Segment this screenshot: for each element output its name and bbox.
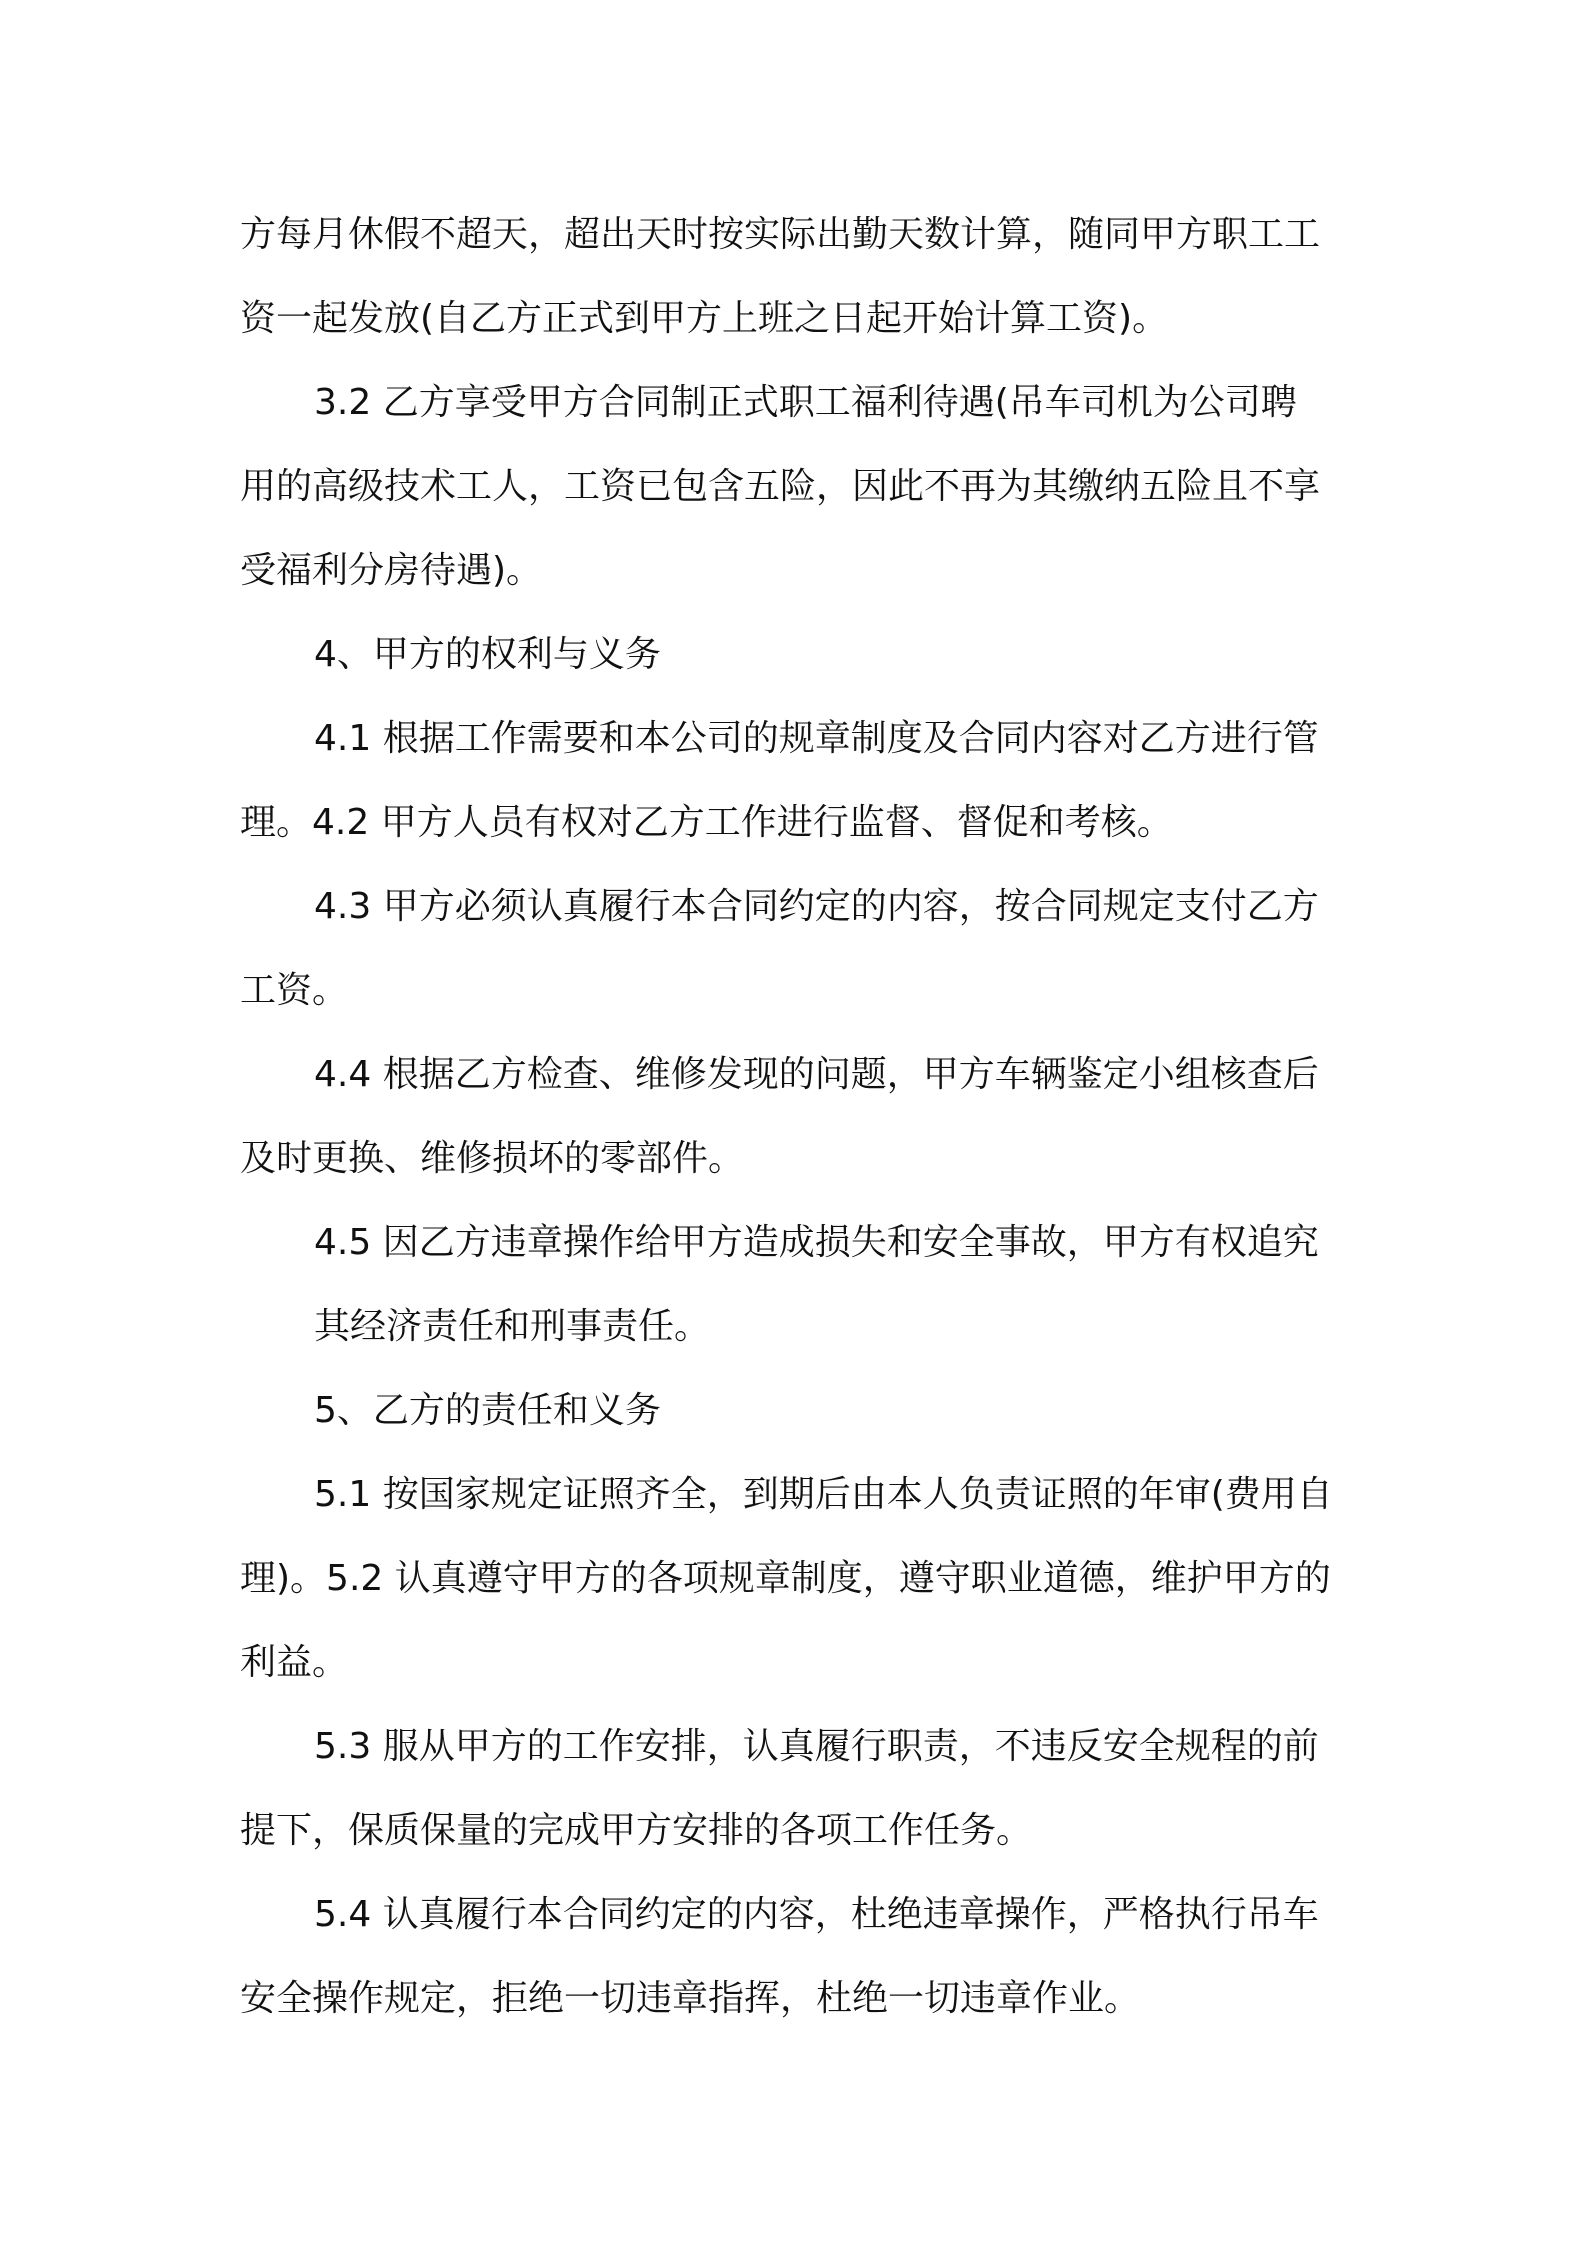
- text-line: 安全操作规定，拒绝一切违章指挥，杜绝一切违章作业。: [240, 1978, 1141, 2019]
- text-line: 工资。: [240, 970, 349, 1011]
- text-line: 5、乙方的责任和义务: [314, 1390, 661, 1431]
- document-body: [240, 193, 1350, 2041]
- text-line: 4.5 因乙方违章操作给甲方造成损失和安全事故，甲方有权追究: [314, 1222, 1319, 1263]
- text-line: 5.3 服从甲方的工作安排，认真履行职责，不违反安全规程的前: [314, 1726, 1319, 1767]
- text-line: 4.3 甲方必须认真履行本合同约定的内容，按合同规定支付乙方: [314, 886, 1319, 927]
- text-line: 提下，保质保量的完成甲方安排的各项工作任务。: [240, 1810, 1033, 1851]
- text-line: 其经济责任和刑事责任。: [314, 1306, 711, 1347]
- text-line: 4.4 根据乙方检查、维修发现的问题，甲方车辆鉴定小组核查后: [314, 1054, 1319, 1095]
- text-line: 4、甲方的权利与义务: [314, 634, 661, 675]
- text-line: 资一起发放(自乙方正式到甲方上班之日起开始计算工资)。: [240, 298, 1169, 339]
- text-line: 受福利分房待遇)。: [240, 550, 543, 591]
- text-line: 及时更换、维修损坏的零部件。: [240, 1138, 745, 1179]
- text-line: 5.1 按国家规定证照齐全，到期后由本人负责证照的年审(费用自: [314, 1474, 1333, 1515]
- text-line: 理。4.2 甲方人员有权对乙方工作进行监督、督促和考核。: [240, 802, 1173, 843]
- text-line: 用的高级技术工人，工资已包含五险，因此不再为其缴纳五险且不享: [240, 466, 1321, 507]
- text-line: 方每月休假不超天，超出天时按实际出勤天数计算，随同甲方职工工: [240, 214, 1321, 255]
- text-line: 5.4 认真履行本合同约定的内容，杜绝违章操作，严格执行吊车: [314, 1894, 1319, 1935]
- text-line: 利益。: [240, 1642, 349, 1683]
- text-line: 4.1 根据工作需要和本公司的规章制度及合同内容对乙方进行管: [314, 718, 1319, 759]
- text-line: 理)。5.2 认真遵守甲方的各项规章制度，遵守职业道德，维护甲方的: [240, 1558, 1331, 1599]
- text-line: 3.2 乙方享受甲方合同制正式职工福利待遇(吊车司机为公司聘: [314, 382, 1297, 423]
